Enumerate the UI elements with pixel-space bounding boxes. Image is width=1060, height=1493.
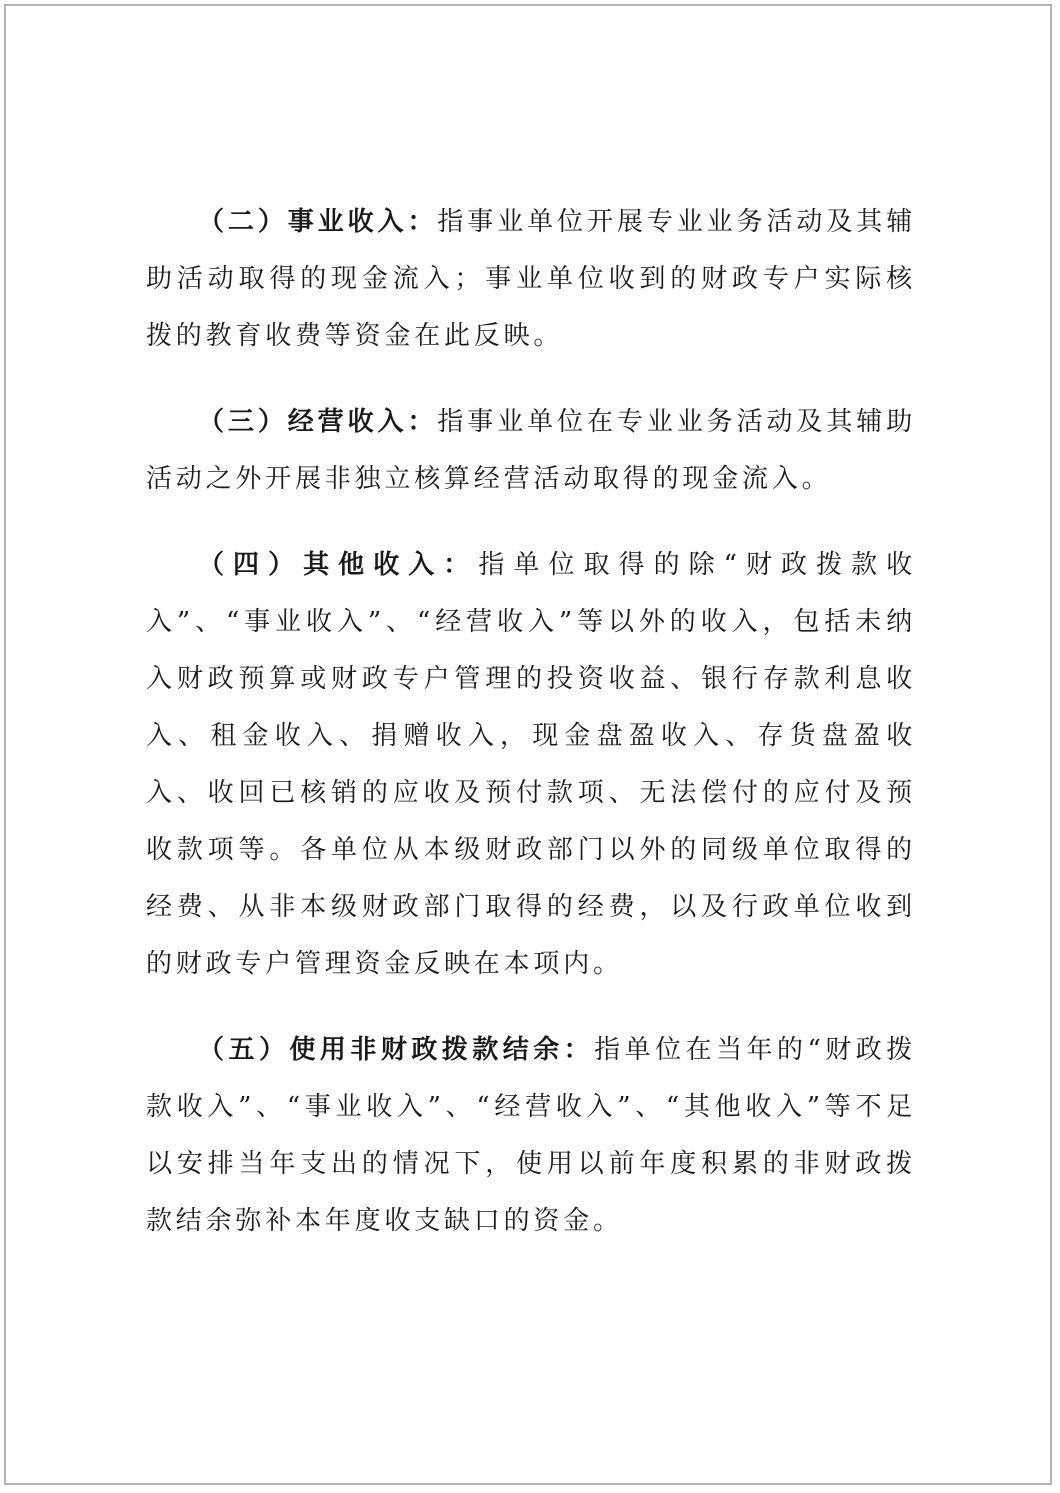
paragraph-heading: （二）事业收入：	[198, 207, 438, 237]
paragraph-other-income	[146, 537, 916, 993]
paragraph-operating-income	[146, 394, 916, 508]
paragraph-heading: （四）其他收入：	[198, 550, 479, 580]
paragraph-business-income	[146, 194, 916, 365]
document-body	[146, 194, 916, 1279]
paragraph-text: 指单位在当年的“财政拨款收入”、“事业收入”、“经营收入”、“其他收入”等不足以安排当年支出的情况下，使用以前年度积累的非财政拨款结余弥补本年度收支缺口的资金。	[146, 1035, 917, 1236]
paragraph-heading: （五）使用非财政拨款结余：	[198, 1035, 595, 1065]
paragraph-text: 指事业单位在专业业务活动及其辅助活动之外开展非独立核算经营活动取得的现金流入。	[146, 407, 916, 494]
paragraph-non-fiscal-surplus	[146, 1022, 916, 1250]
document-page	[4, 4, 1052, 1485]
paragraph-heading: （三）经营收入：	[198, 407, 438, 437]
paragraph-text: 指单位取得的除“财政拨款收入”、“事业收入”、“经营收入”等以外的收入，包括未纳入财政预算或财政专户管理的投资收益、银行存款利息收入、租金收入、捐赠收入，现金盘盈收入、存货盘盈收入、收回已核销的应收及预付款项、无法偿付的应付及预收款项等。各单位从本级财政部门以外的同级单位取得的经费、从非本级财政部门取得的经费，以及行政单位收到的财政专户管理资金反映在本项内。	[146, 550, 916, 979]
paragraph-text: 指事业单位开展专业业务活动及其辅助活动取得的现金流入；事业单位收到的财政专户实际核拨的教育收费等资金在此反映。	[146, 207, 916, 351]
